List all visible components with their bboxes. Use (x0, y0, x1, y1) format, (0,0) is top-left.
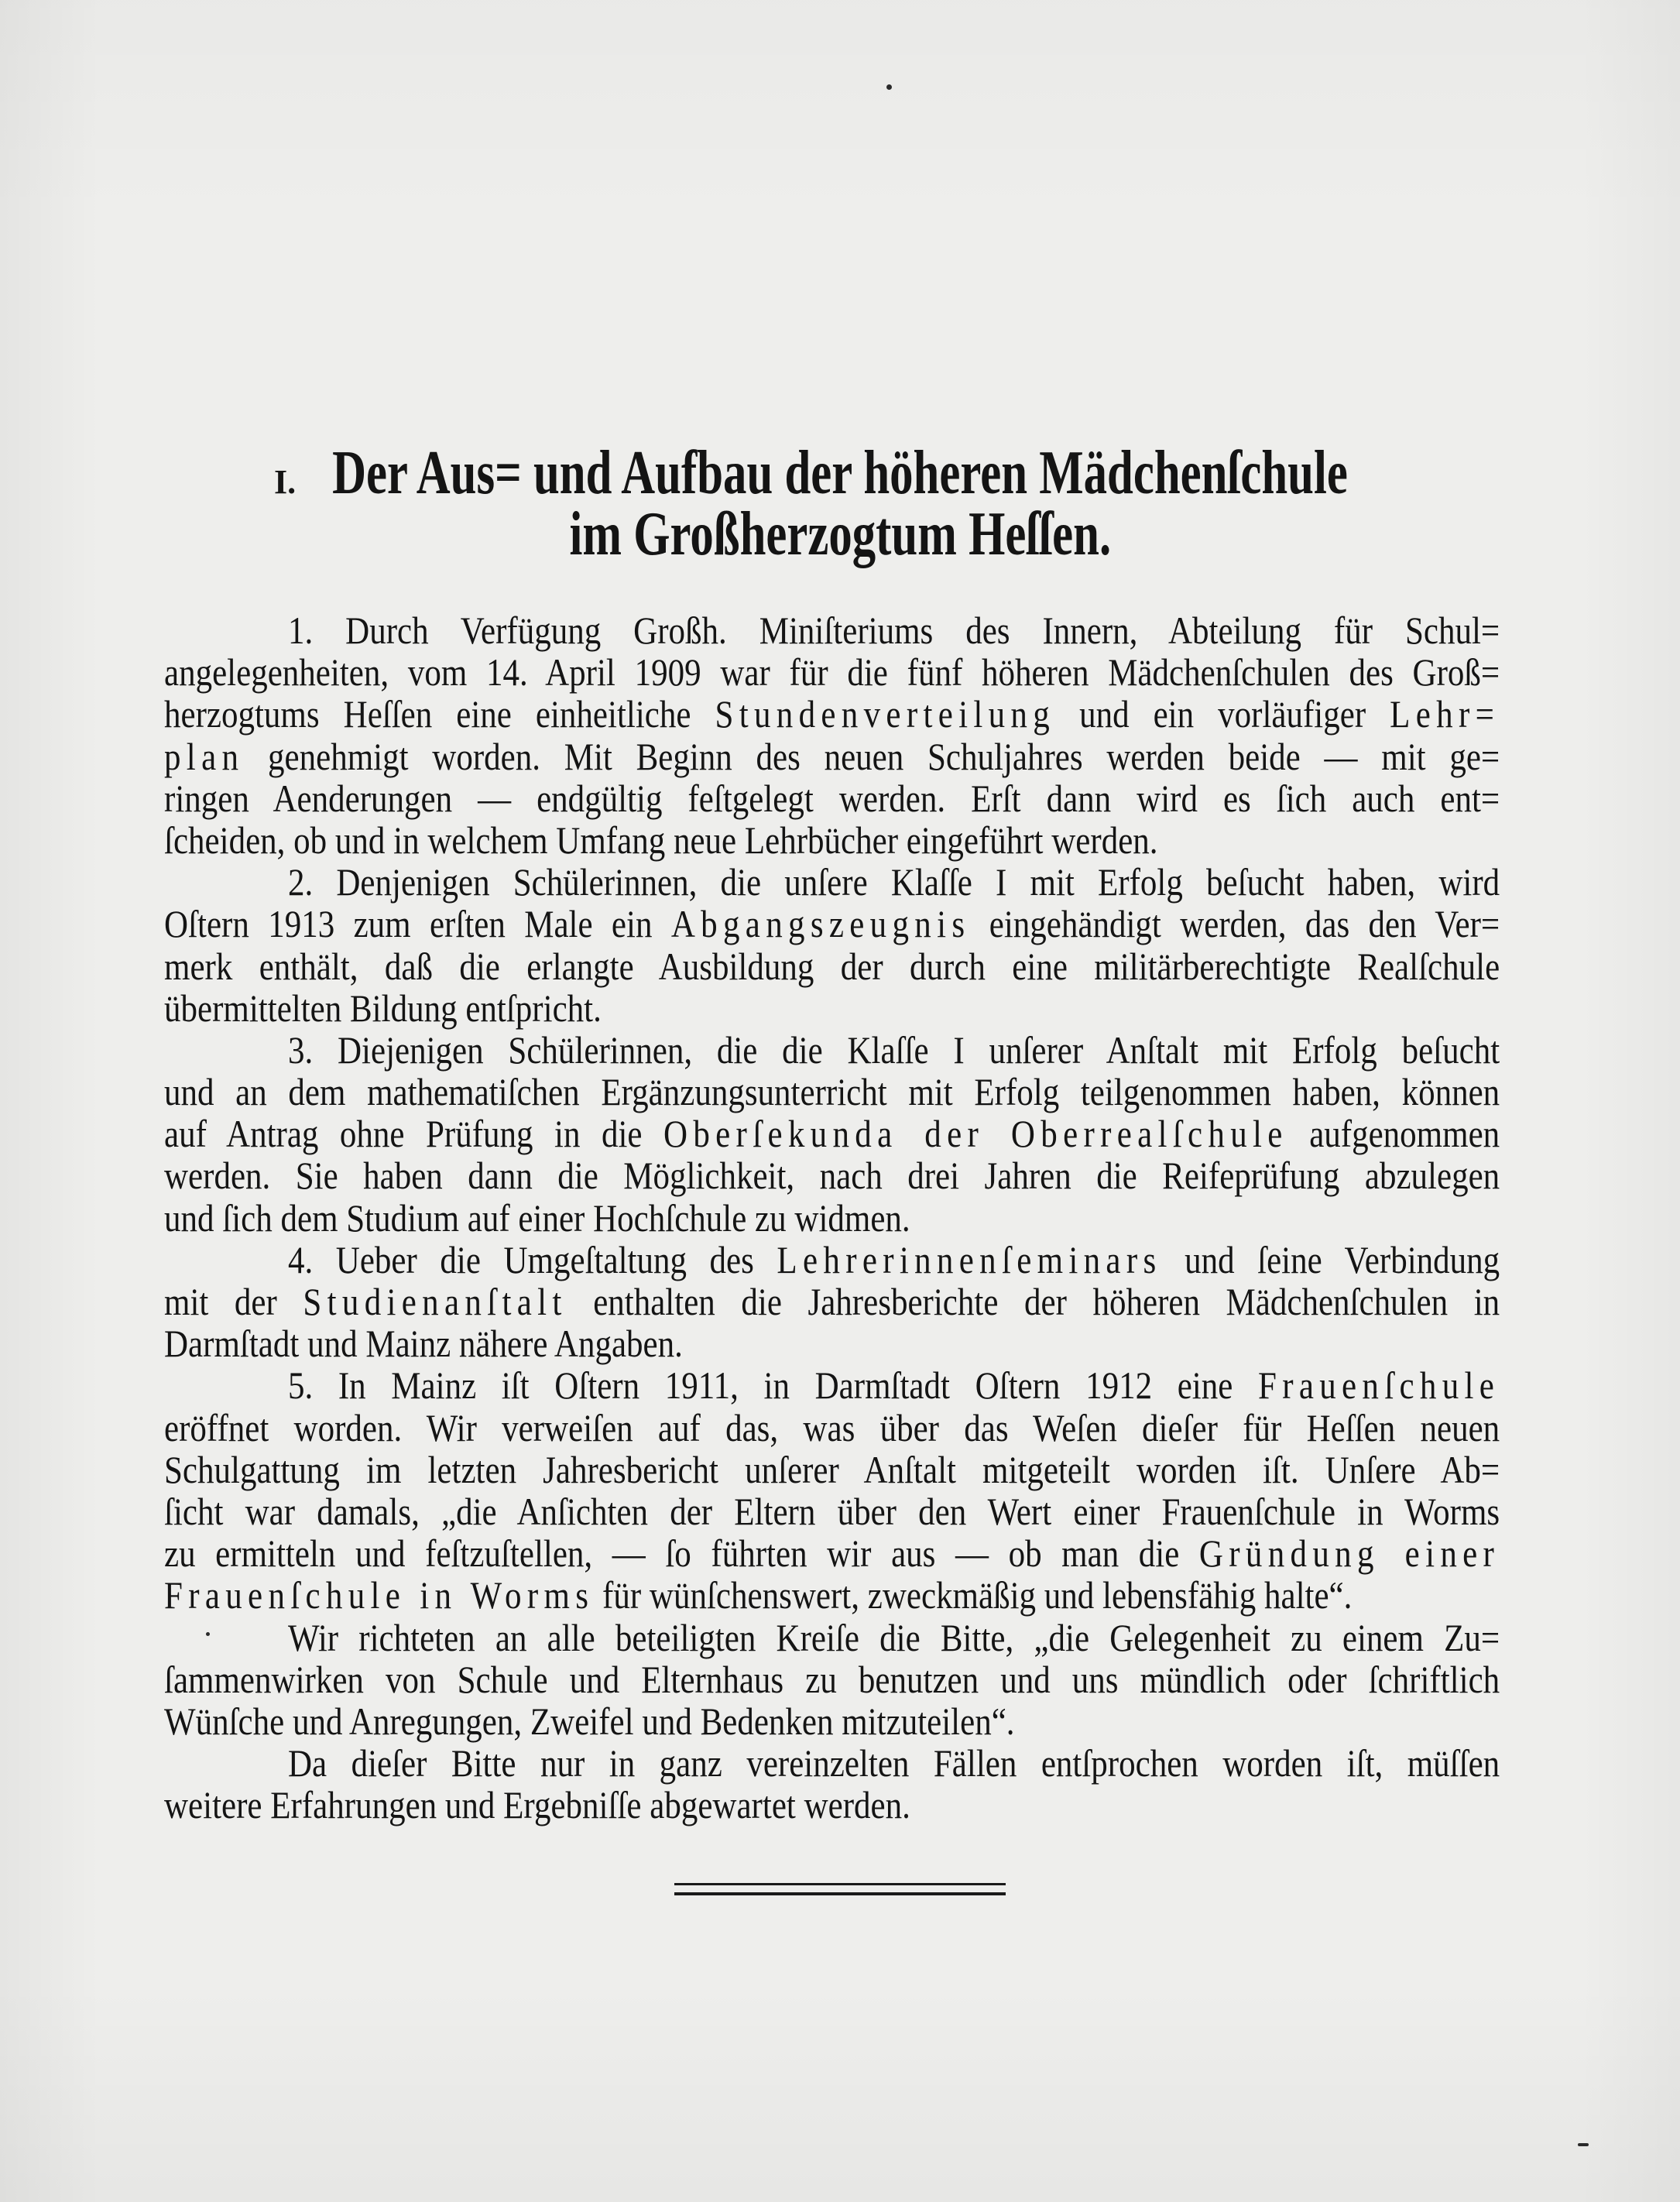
body-text (164, 609, 1500, 1826)
section-number: I. (274, 463, 297, 501)
paragraph-3 (164, 1029, 1500, 1239)
text-line: ſcheiden, ob und in welchem Umfang neue Lehrbücher eingeführt werden. (164, 818, 1158, 862)
spaced-emphasis: plan (164, 734, 245, 778)
section-title-text: im Großherzogtum Heſſen. (569, 500, 1111, 568)
text-line: Schulgattung im letzten Jahresbericht unſerer Anſtalt mitgeteilt worden iſt. Unſere Ab= (164, 1447, 1500, 1491)
text-line (164, 1281, 1500, 1322)
text-line: 1. Durch Verfügung Großh. Miniſteriums des Innern, Abteilung für Schul= (287, 609, 1500, 652)
paragraph-1 (164, 609, 1500, 861)
text-line: eröffnet worden. Wir verweiſen auf das, was über das Weſen dieſer für Heſſen neuen (164, 1405, 1500, 1449)
text-segment: herzogtums Heſſen eine einheitliche (164, 692, 715, 736)
section-title-line-2 (0, 496, 1680, 573)
text-segment: genehmigt worden. Mit Beginn des neuen Schuljahres werden beide — mit ge= (244, 734, 1500, 778)
text-line: weitere Erfahrungen und Ergebniſſe abgewartet werden. (164, 1783, 910, 1827)
paragraph-2 (164, 861, 1500, 1029)
paragraph-7 (164, 1742, 1500, 1826)
text-segment: und ein vorläufiger (1055, 692, 1390, 736)
closing-double-rule (674, 1883, 1006, 1895)
text-line (164, 1574, 1500, 1616)
text-line (164, 1239, 1500, 1281)
text-line (164, 736, 1500, 777)
text-segment: enthalten die Jahresberichte der höheren Mädchenſchulen in (567, 1280, 1500, 1323)
text-line (164, 693, 1500, 735)
text-segment: Oſtern 1913 zum erſten Male ein (164, 902, 671, 946)
text-line: übermittelten Bildung entſpricht. (164, 986, 602, 1030)
spaced-emphasis: Lehrerinnenſeminars (777, 1237, 1162, 1281)
text-line: 3. Diejenigen Schülerinnen, die die Klaſſe I unſerer Anſtalt mit Erfolg beſucht (287, 1027, 1500, 1072)
section-title-text: Der Aus= und Aufbau der höheren Mädchenſchule (332, 439, 1348, 507)
text-line: Da dieſer Bitte nur in ganz vereinzelten Fällen entſprochen worden iſt, müſſen (287, 1741, 1500, 1785)
text-line (164, 1113, 1500, 1154)
text-segment: mit der (164, 1280, 303, 1323)
text-line: und an dem mathematiſchen Ergänzungsunterricht mit Erfolg teilgenommen haben, können (164, 1070, 1500, 1114)
paragraph-6 (164, 1617, 1500, 1743)
text-line: ſammenwirken von Schule und Elternhaus zu benutzen und uns mündlich oder ſchriftlich (164, 1657, 1500, 1701)
spaced-emphasis: Gründung einer (1198, 1531, 1500, 1576)
text-segment: eingehändigt werden, das den Ver= (970, 902, 1500, 946)
text-line: ſicht war damals, „die Anſichten der Eltern über den Wert einer Frauenſchule in Worms (164, 1489, 1500, 1533)
text-line: und ſich dem Studium auf einer Hochſchule zu widmen. (164, 1195, 910, 1240)
text-line: Wir richteten an alle beteiligten Kreiſe die Bitte, „die Gelegenheit zu einem Zu= (287, 1615, 1500, 1659)
text-line: Wünſche und Anregungen, Zweifel und Bedenken mitzuteilen“. (164, 1699, 1015, 1743)
text-segment: auf Antrag ohne Prüfung in die (164, 1112, 663, 1156)
text-line: werden. Sie haben dann die Möglichkeit, nach drei Jahren die Reifeprüfung abzulegen (164, 1154, 1500, 1198)
text-line: angelegenheiten, vom 14. April 1909 war für die fünf höheren Mädchenſchulen des Groß= (164, 650, 1500, 695)
paragraph-5 (164, 1364, 1500, 1616)
text-line: 2. Denjenigen Schülerinnen, die unſere Klaſſe I mit Erfolg beſucht haben, wird (287, 860, 1500, 904)
spaced-emphasis: Frauenſchule in Worms (164, 1573, 595, 1617)
spaced-emphasis: Stundenverteilung (715, 692, 1056, 736)
text-line: merk enthält, daß die erlangte Ausbildung der durch eine militärberechtigte Realſchule (164, 944, 1500, 988)
text-segment: aufgenommen (1287, 1112, 1500, 1156)
scan-speck (1578, 2143, 1589, 2146)
text-segment: und ſeine Verbindung (1161, 1237, 1500, 1281)
text-segment: 5. In Mainz iſt Oſtern 1911, in Darmſtadt Oſtern 1912 eine (287, 1363, 1258, 1408)
spaced-emphasis: Studienanſtalt (303, 1280, 567, 1323)
spaced-emphasis: Abgangszeugnis (670, 902, 971, 946)
text-line (164, 1532, 1500, 1574)
spaced-emphasis: Oberſekunda der Oberrealſchule (663, 1112, 1288, 1156)
spaced-emphasis: Frauenſchule (1257, 1363, 1500, 1408)
text-line: ringen Aenderungen — endgültig feſtgelegt werden. Erſt dann wird es ſich auch ent= (164, 776, 1500, 820)
text-line (164, 1364, 1500, 1406)
text-segment: 4. Ueber die Umgeſtaltung des (287, 1237, 777, 1281)
paragraph-4 (164, 1239, 1500, 1365)
text-line (164, 903, 1500, 945)
text-segment: für wünſchenswert, zweckmäßig und lebensfähig halte“. (594, 1573, 1353, 1617)
text-line: Darmſtadt und Mainz nähere Angaben. (164, 1322, 683, 1366)
text-segment: zu ermitteln und feſtzuſtellen, — ſo führten wir aus — ob man die (164, 1531, 1199, 1576)
scan-speck (886, 84, 892, 90)
spaced-emphasis: Lehr= (1390, 692, 1500, 736)
